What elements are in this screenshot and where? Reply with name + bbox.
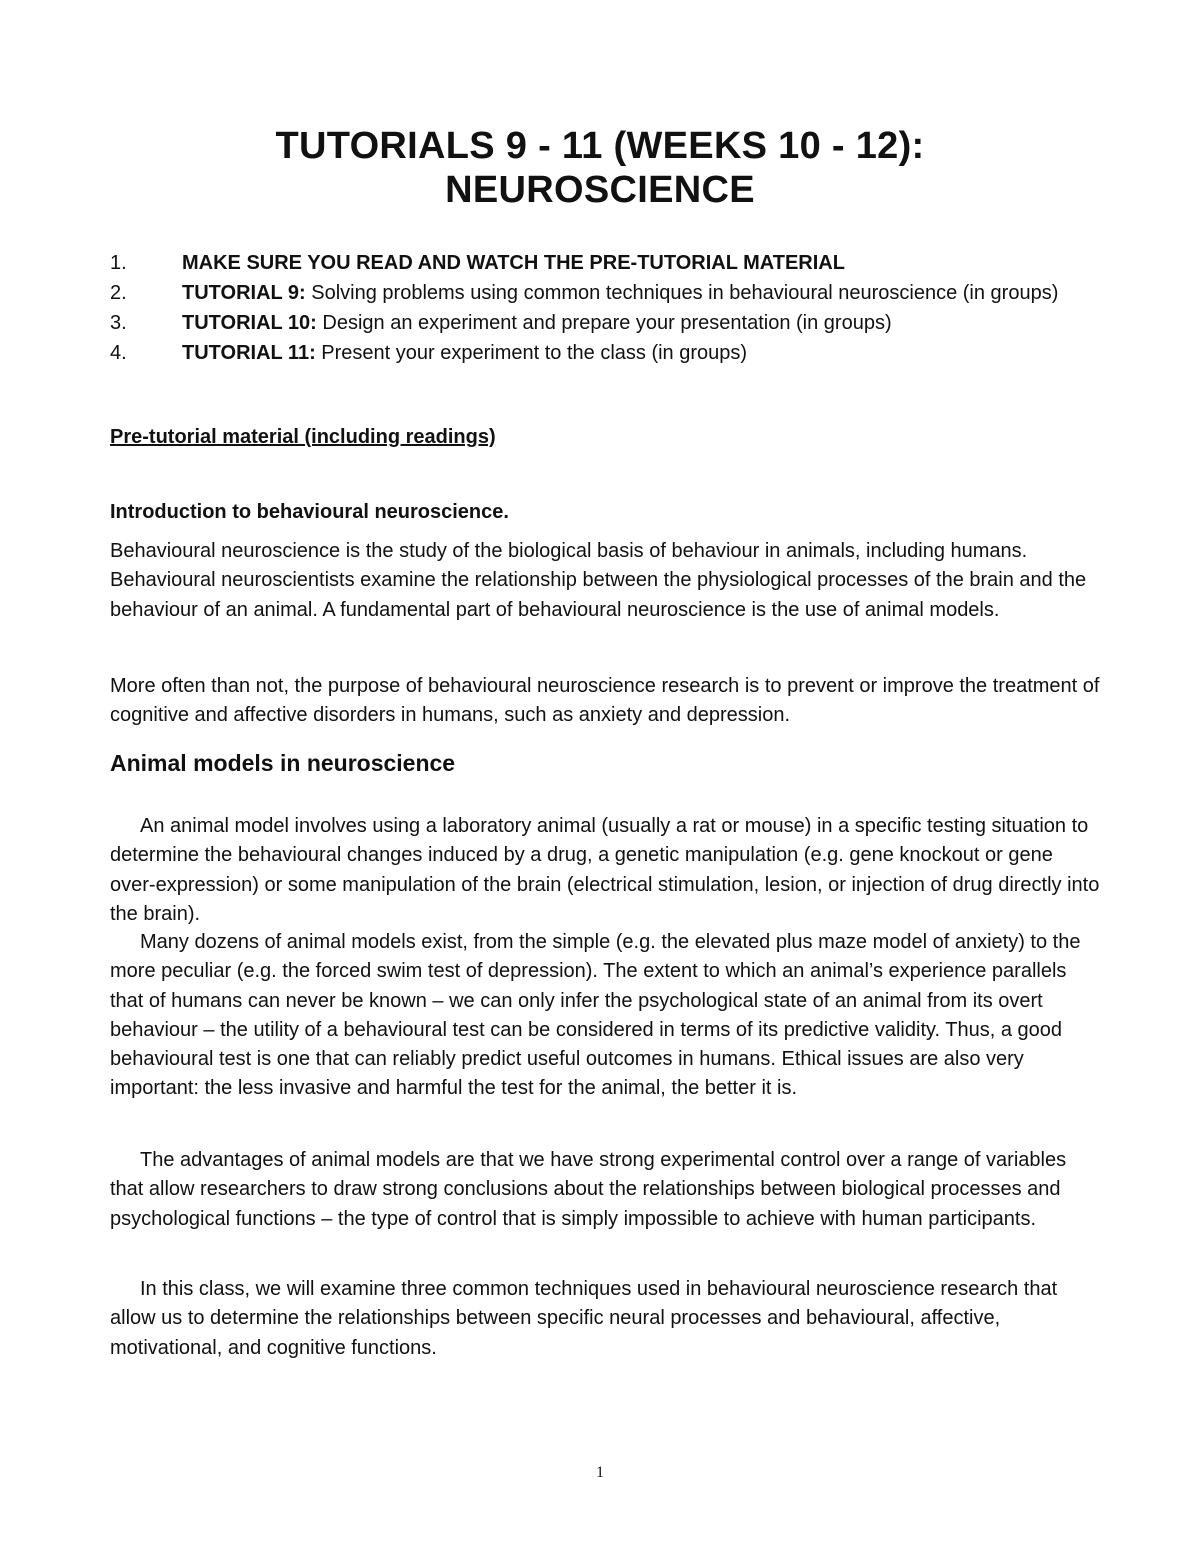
intro-heading: Introduction to behavioural neuroscience. [110,501,509,523]
list-item-text: Present your experiment to the class (in groups) [315,342,748,364]
tutorial-list [110,248,1100,368]
list-item [110,338,1100,368]
list-item-bold-text: TUTORIAL 9: [182,282,306,304]
list-item [110,248,1100,278]
paragraph-3: An animal model involves using a laboratory animal (usually a rat or mouse) in a specific testing situation to determine the behavioural changes induced by a drug, a genetic manipulation (e.g. gene knockout or gene over-expression) or some manipulation of the brain (electrical stimulation, lesion, or injection of drug directly into the brain). [110,815,1100,925]
list-item [110,278,1100,308]
list-item-bold-text: TUTORIAL 11: [182,342,316,364]
list-item-bold-text: MAKE SURE YOU READ AND WATCH THE PRE-TUTORIAL MATERIAL [182,252,845,274]
pre-tutorial-material-heading: Pre-tutorial material (including readings) [110,426,496,448]
list-item-number: 2. [110,282,127,304]
paragraph-5: The advantages of animal models are that we have strong experimental control over a range of variables that allow researchers to draw strong conclusions about the relationships between biological processes and psychological functions – the type of control that is simply impossible to achieve with human participants. [110,1149,1067,1230]
page-number: 1 [596,1464,604,1481]
list-item-text: Design an experiment and prepare your presentation (in groups) [316,312,892,334]
document-title-line-2: NEUROSCIENCE [445,169,755,211]
list-item-bold-text: TUTORIAL 10: [182,312,317,334]
list-item [110,308,1100,338]
paragraph-6: In this class, we will examine three common techniques used in behavioural neuroscience research that allow us to determine the relationships between specific neural processes and behavioural, affective, motivational, and cognitive functions. [110,1278,1058,1359]
list-item-number: 1. [110,252,127,274]
paragraph-4: Many dozens of animal models exist, from the simple (e.g. the elevated plus maze model of anxiety) to the more peculiar (e.g. the forced swim test of depression). The extent to which an animal’s experience parallels that of humans can never be known – we can only infer the psychological state of an animal from its overt behaviour – the utility of a behavioural test can be considered in terms of its predictive validity. Thus, a good behavioural test is one that can reliably predict useful outcomes in humans. Ethical issues are also very important: the less invasive and harmful the test for the animal, the better it is. [110,931,1081,1100]
list-item-text: Solving problems using common techniques in behavioural neuroscience (in groups) [305,282,1059,304]
paragraph-1: Behavioural neuroscience is the study of the biological basis of behaviour in animals, including humans. Behavioural neuroscientists examine the relationship between the physiological processes of the brain and the behaviour of an animal. A fundamental part of behavioural neuroscience is the use of animal models. [110,540,1087,621]
animal-models-heading: Animal models in neuroscience [110,750,456,776]
list-item-number: 4. [110,342,127,364]
list-item-number: 3. [110,312,127,334]
document-title-line-1: TUTORIALS 9 - 11 (WEEKS 10 - 12): [275,125,925,167]
paragraph-2: More often than not, the purpose of behavioural neuroscience research is to prevent or improve the treatment of cognitive and affective disorders in humans, such as anxiety and depression. [110,675,1100,727]
